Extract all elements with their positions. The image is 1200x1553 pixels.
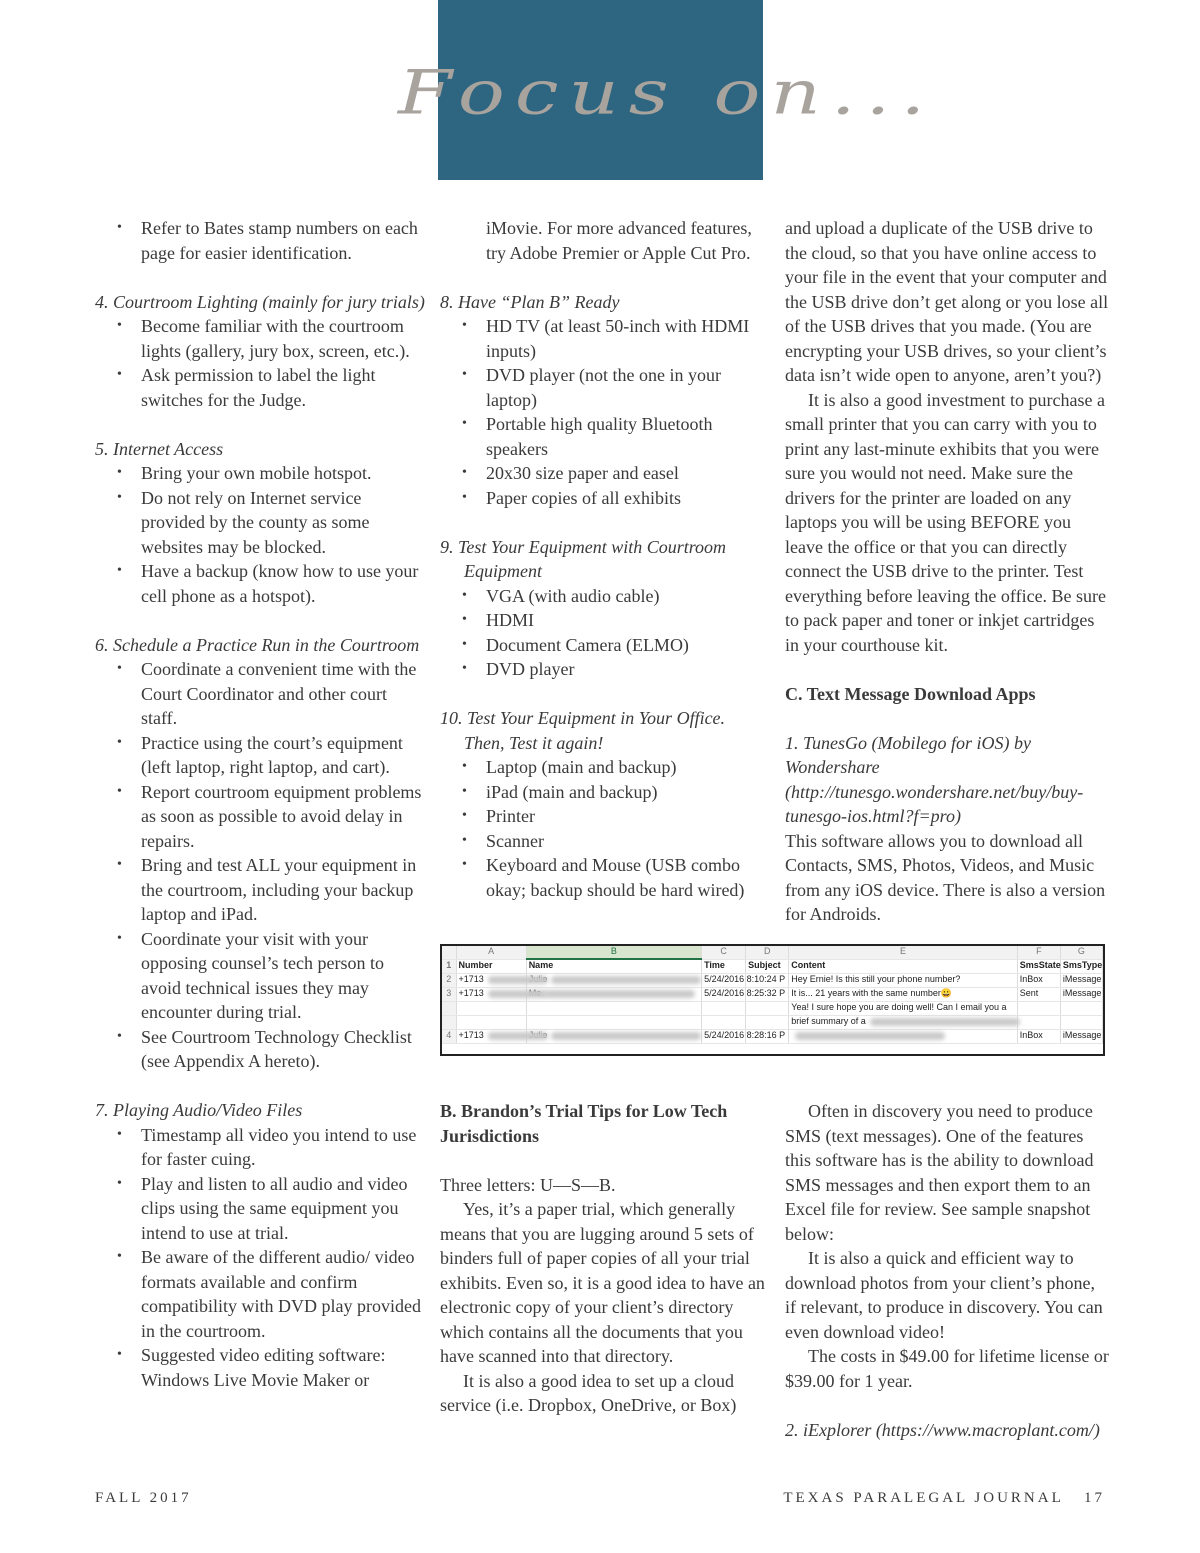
- table-cell: 3: [442, 988, 456, 1002]
- section-title: Focus on...: [398, 58, 936, 129]
- redacted-blur: [795, 1032, 945, 1040]
- subsection-heading: 4. Courtroom Lighting (mainly for jury trials): [95, 291, 425, 312]
- table-cell: +1713: [456, 1030, 526, 1044]
- list-item: • Scanner: [440, 829, 770, 854]
- list-item: • DVD player: [440, 657, 770, 682]
- list-item: • Keyboard and Mouse (USB combo okay; backup should be hard wired): [440, 853, 770, 902]
- table-cell: [526, 974, 701, 988]
- column-letter-row: A B C D E F G: [442, 946, 1103, 959]
- page-number: 17: [1084, 1490, 1105, 1506]
- section-heading: C. Text Message Download Apps: [785, 683, 1036, 704]
- table-cell: [1017, 1002, 1060, 1016]
- table-cell: 5/24/2016 8:25:32 P: [702, 988, 746, 1002]
- bullet-list: [440, 755, 770, 902]
- list-item: • 20x30 size paper and easel: [440, 461, 770, 486]
- table-cell: 5/24/2016 8:10:24 P: [702, 974, 746, 988]
- paragraph: The costs in $49.00 for lifetime license or $39.00 for 1 year.: [785, 1346, 1109, 1391]
- table-row: [442, 1016, 1103, 1030]
- list-item: • Coordinate a convenient time with the Court Coordinator and other court staff.: [95, 657, 425, 731]
- paragraph: Often in discovery you need to produce SMS (text messages). One of the features this software has is the ability to download SMS messages and then export them to an Excel file for review. See sample snapshot below:: [785, 1101, 1094, 1244]
- subsection-heading: 1. TunesGo (Mobilego for iOS) by Wondershare (http://tunesgo.wondershare.net/buy/buy-tunesgo-ios.html?f=pro): [785, 732, 1084, 826]
- redacted-blur: [545, 990, 695, 998]
- paragraph: It is also a quick and efficient way to download photos from your client’s phone, if relevant, to produce in discovery. You can even download video!: [785, 1248, 1103, 1342]
- list-item: • Refer to Bates stamp numbers on each page for easier identification.: [95, 216, 425, 265]
- list-item: • HDMI: [440, 608, 770, 633]
- table-cell: InBox: [1017, 974, 1060, 988]
- list-item: • Document Camera (ELMO): [440, 633, 770, 658]
- section-b: [440, 1099, 770, 1418]
- table-cell: It is... 21 years with the same number😀: [789, 988, 1018, 1002]
- paragraph: Three letters: U—S—B.: [440, 1174, 616, 1195]
- list-item: • Printer: [440, 804, 770, 829]
- subsection-heading: 8. Have “Plan B” Ready: [440, 291, 620, 312]
- list-item: • See Courtroom Technology Checklist (see Appendix A hereto).: [95, 1025, 425, 1074]
- list-item: • Do not rely on Internet service provided by the county as some websites may be blocked.: [95, 486, 425, 560]
- footer-issue: FALL 2017: [95, 1490, 192, 1506]
- list-item: • Be aware of the different audio/ video formats available and confirm compatibility with DVD play provided in the courtroom.: [95, 1245, 425, 1343]
- table-cell: [1017, 1016, 1060, 1030]
- list-item: • Have a backup (know how to use your cell phone as a hotspot).: [95, 559, 425, 608]
- table-cell: brief summary of a: [789, 1016, 1018, 1030]
- list-item: • DVD player (not the one in your laptop): [440, 363, 770, 412]
- table-cell: [702, 1016, 746, 1030]
- footer-journal-title: TEXAS PARALEGAL JOURNAL: [783, 1490, 1064, 1506]
- list-item: • Laptop (main and backup): [440, 755, 770, 780]
- table-cell: +1713: [456, 974, 526, 988]
- table-cell: [702, 1002, 746, 1016]
- table-cell: 5/24/2016 8:28:16 P: [702, 1030, 746, 1044]
- list-item: • Practice using the court’s equipment (left laptop, right laptop, and cart).: [95, 731, 425, 780]
- column-2: [440, 216, 770, 902]
- table-cell: Sent: [1017, 988, 1060, 1002]
- table-cell: InBox: [1017, 1030, 1060, 1044]
- continued-text: iMovie. For more advanced features, try Adobe Premier or Apple Cut Pro.: [486, 218, 752, 263]
- paragraph: This software allows you to download all Contacts, SMS, Photos, Videos, and Music from any iOS device. There is also a version for Androids.: [785, 830, 1106, 924]
- table-cell: [746, 1002, 789, 1016]
- list-item: • Suggested video editing software: Windows Live Movie Maker or: [95, 1343, 425, 1392]
- table-cell: [526, 1016, 701, 1030]
- table-cell: [526, 1030, 701, 1044]
- subsection-heading: 10. Test Your Equipment in Your Office. Then, Test it again!: [440, 708, 726, 753]
- table-cell: [789, 1030, 1018, 1044]
- table-cell: [456, 1016, 526, 1030]
- section-heading: B. Brandon’s Trial Tips for Low Tech Jurisdictions: [440, 1101, 728, 1146]
- redacted-blur: [870, 1018, 1020, 1026]
- list-item: • HD TV (at least 50-inch with HDMI inputs): [440, 314, 770, 363]
- bullet-list: [440, 584, 770, 682]
- table-row: [442, 974, 1103, 988]
- column-1: [95, 216, 425, 1392]
- table-row: [442, 988, 1103, 1002]
- table-cell: [1060, 1002, 1102, 1016]
- paragraph: and upload a duplicate of the USB drive to the cloud, so that you have online access to your file in the event that your computer and the USB drive don’t get along or you lose all of the USB drives that you made. (You are encrypting your USB drives, so your client’s data isn’t wide open to anyone, aren’t you?): [785, 218, 1109, 385]
- table-cell: Hey Ernie! Is this still your phone number?: [789, 974, 1018, 988]
- subsection-heading: 5. Internet Access: [95, 438, 224, 459]
- table-cell: iMessage: [1060, 974, 1102, 988]
- footer-journal: [783, 1490, 1105, 1507]
- list-item: • Timestamp all video you intend to use for faster cuing.: [95, 1123, 425, 1172]
- bullet-list: [95, 461, 425, 608]
- column-3-bottom: [785, 1099, 1110, 1442]
- table-row: [442, 1002, 1103, 1016]
- redacted-blur: [488, 976, 548, 984]
- paragraph: It is also a good investment to purchase a small printer that you can carry with you to print any last-minute exhibits that you were sure you would not need. Make sure the drivers for the printer are loaded on any laptops you will be using BEFORE you leave the office or that you can directly connect the USB drive to the printer. Test everything before leaving the office. Be sure to pack paper and toner or inkjet cartridges in your courthouse kit.: [785, 389, 1107, 655]
- list-item: • Bring and test ALL your equipment in the courtroom, including your backup laptop and iPad.: [95, 853, 425, 927]
- table-cell: [746, 1016, 789, 1030]
- list-item: • Bring your own mobile hotspot.: [95, 461, 425, 486]
- spreadsheet-snapshot: [440, 944, 1105, 1056]
- table-cell: [456, 1002, 526, 1016]
- redacted-blur: [488, 990, 548, 998]
- table-cell: 2: [442, 974, 456, 988]
- list-item: • VGA (with audio cable): [440, 584, 770, 609]
- subsection-heading: 2. iExplorer (https://www.macroplant.com/): [785, 1419, 1100, 1440]
- list-item: • Play and listen to all audio and video clips using the same equipment you intend to use at trial.: [95, 1172, 425, 1246]
- table-cell: +1713: [456, 988, 526, 1002]
- table-cell: [442, 1016, 456, 1030]
- redacted-blur: [551, 976, 701, 984]
- redacted-blur: [488, 1032, 548, 1040]
- table-cell: [1060, 1016, 1102, 1030]
- spreadsheet-table: [442, 946, 1103, 1044]
- table-cell: iMessage: [1060, 1030, 1102, 1044]
- table-row: [442, 1030, 1103, 1044]
- bullet-list: [95, 657, 425, 1074]
- paragraph: Yes, it’s a paper trial, which generally means that you are lugging around 5 sets of binders full of paper copies of all your trial exhibits. Even so, it is a good idea to have an electronic copy of your client’s directory which contains all the documents that you have scanned into that directory.: [440, 1199, 765, 1366]
- list-item: • Ask permission to label the light switches for the Judge.: [95, 363, 425, 412]
- table-cell: [526, 1002, 701, 1016]
- list-item: • iPad (main and backup): [440, 780, 770, 805]
- table-cell: iMessage: [1060, 988, 1102, 1002]
- list-item: • Paper copies of all exhibits: [440, 486, 770, 511]
- subsection-heading: 9. Test Your Equipment with Courtroom Equipment: [440, 536, 727, 581]
- list-item: • Report courtroom equipment problems as soon as possible to avoid delay in repairs.: [95, 780, 425, 854]
- redacted-blur: [551, 1032, 701, 1040]
- table-cell: [442, 1002, 456, 1016]
- table-header-row: 1 Number Name Time Subject Content SmsState SmsType: [442, 959, 1103, 974]
- subsection-heading: 7. Playing Audio/Video Files: [95, 1100, 303, 1120]
- list-item: • Portable high quality Bluetooth speakers: [440, 412, 770, 461]
- table-cell: [526, 988, 701, 1002]
- bullet-list: [95, 314, 425, 412]
- table-cell: Yea! I sure hope you are doing well! Can I email you a: [789, 1002, 1018, 1016]
- list-item: • Become familiar with the courtroom lights (gallery, jury box, screen, etc.).: [95, 314, 425, 363]
- list-item: • Coordinate your visit with your opposing counsel’s tech person to avoid technical issues they may encounter during trial.: [95, 927, 425, 1025]
- bullet-list: [440, 314, 770, 510]
- subsection-heading: 6. Schedule a Practice Run in the Courtroom: [95, 634, 420, 655]
- bullet-list: [95, 1123, 425, 1393]
- column-3: [785, 216, 1110, 927]
- table-cell: 4: [442, 1030, 456, 1044]
- paragraph: It is also a good idea to set up a cloud service (i.e. Dropbox, OneDrive, or Box): [440, 1370, 737, 1415]
